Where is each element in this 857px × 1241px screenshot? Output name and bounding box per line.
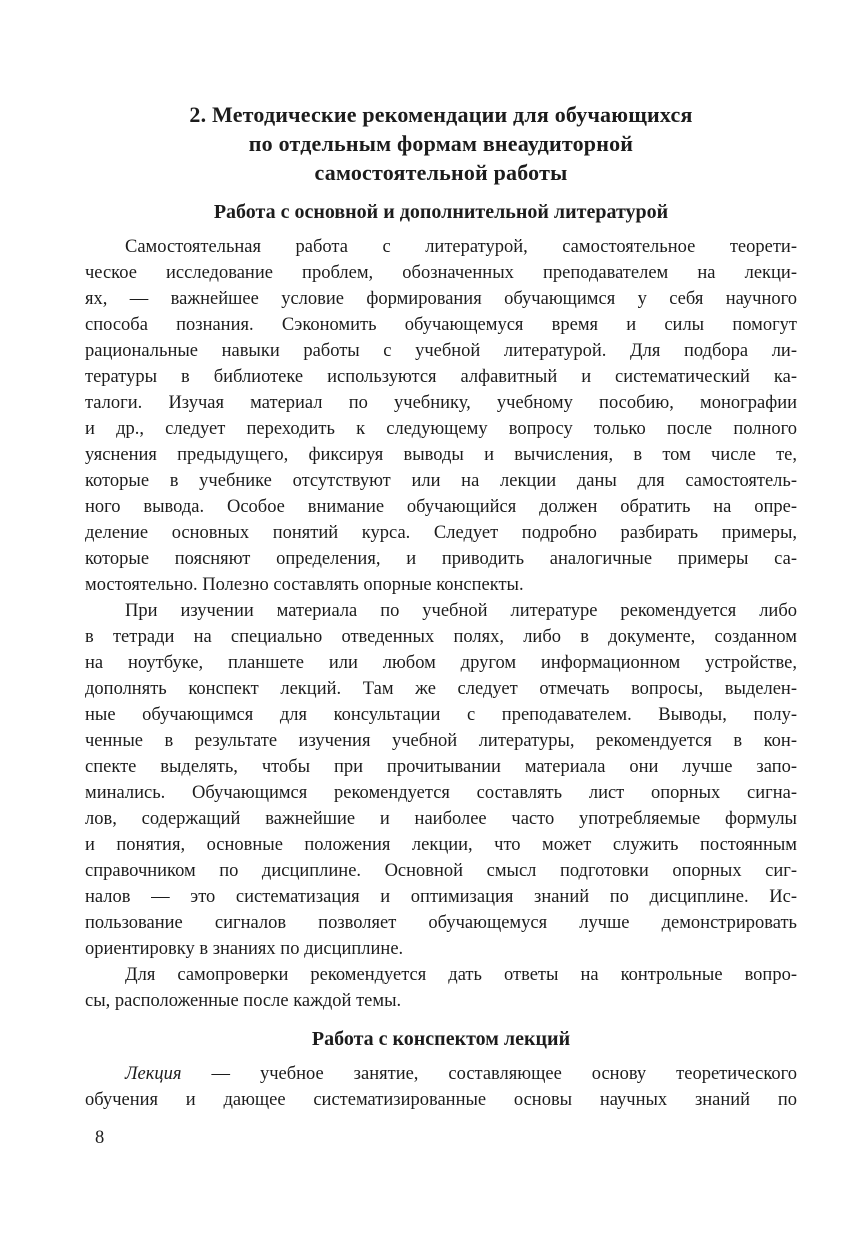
text-line: на ноутбуке, планшете или любом другом информационном устройстве, <box>85 653 797 673</box>
italic-term: Лекция <box>125 1064 182 1084</box>
document-body <box>85 201 797 1113</box>
section-heading: Работа с основной и дополнительной литературой <box>213 201 669 223</box>
text-line: ориентировку в знаниях по дисциплине. <box>85 939 404 959</box>
text-line: пользование сигналов позволяет обучающемуся лучше демонстрировать <box>85 913 797 933</box>
text-line: ях, — важнейшее условие формирования обучающимся у себя научного <box>85 289 797 309</box>
text-line <box>85 1061 797 1087</box>
text-line: ного вывода. Особое внимание обучающийся должен обратить на опре- <box>85 497 797 517</box>
text-line: способа познания. Сэкономить обучающемуся время и силы помогут <box>85 315 797 335</box>
title-line: 2. Методические рекомендации для обучающихся <box>189 102 693 127</box>
text-line: справочником по дисциплине. Основной смысл подготовки опорных сиг- <box>85 861 797 881</box>
text-line: ческое исследование проблем, обозначенных преподавателем на лекци- <box>85 263 797 283</box>
page-content <box>85 0 797 1113</box>
text-line: При изучении материала по учебной литературе рекомендуется либо <box>125 601 797 621</box>
paragraph <box>85 1061 797 1113</box>
text-line: минались. Обучающимся рекомендуется составлять лист опорных сигна- <box>85 783 797 803</box>
text-line: тературы в библиотеке используются алфавитный и систематический ка- <box>85 367 797 387</box>
chapter-title <box>85 100 797 187</box>
title-line: по отдельным формам внеаудиторной <box>248 131 634 156</box>
text-line: и др., следует переходить к следующему вопросу только после полного <box>85 419 797 439</box>
text-line: талоги. Изучая материал по учебнику, учебному пособию, монографии <box>85 393 797 413</box>
text-line: сы, расположенные после каждой темы. <box>85 991 402 1011</box>
paragraph <box>85 234 797 598</box>
text-line: ченные в результате изучения учебной литературы, рекомендуется в кон- <box>85 731 797 751</box>
text-line: которые поясняют определения, и приводить аналогичные примеры са- <box>85 549 797 569</box>
page-number: 8 <box>95 1128 105 1148</box>
title-line: самостоятельной работы <box>314 160 568 185</box>
section-heading: Работа с конспектом лекций <box>311 1028 571 1050</box>
paragraph <box>85 598 797 962</box>
text-line: обучения и дающее систематизированные основы научных знаний по <box>85 1090 797 1110</box>
text-line: и понятия, основные положения лекции, что может служить постоянным <box>85 835 797 855</box>
text-line: уяснения предыдущего, фиксируя выводы и вычисления, в том числе те, <box>85 445 797 465</box>
text-line: мостоятельно. Полезно составлять опорные конспекты. <box>85 575 524 595</box>
text-segment: — учебное занятие, составляющее основу теоретического <box>181 1064 797 1084</box>
text-line: Для самопроверки рекомендуется дать ответы на контрольные вопро- <box>125 965 797 985</box>
text-line: рациональные навыки работы с учебной литературой. Для подбора ли- <box>85 341 797 361</box>
text-line: в тетради на специально отведенных полях, либо в документе, созданном <box>85 627 797 647</box>
text-line: деление основных понятий курса. Следует подробно разбирать примеры, <box>85 523 797 543</box>
text-line: дополнять конспект лекций. Там же следует отмечать вопросы, выделен- <box>85 679 797 699</box>
text-line: Самостоятельная работа с литературой, самостоятельное теорети- <box>125 237 797 257</box>
text-line: ные обучающимся для консультации с преподавателем. Выводы, полу- <box>85 705 797 725</box>
paragraph <box>85 962 797 1014</box>
text-line: которые в учебнике отсутствуют или на лекции даны для самостоятель- <box>85 471 797 491</box>
text-line: налов — это систематизация и оптимизация знаний по дисциплине. Ис- <box>85 887 797 907</box>
text-line: лов, содержащий важнейшие и наиболее часто употребляемые формулы <box>85 809 797 829</box>
text-line: спекте выделять, чтобы при прочитывании материала они лучше запо- <box>85 757 797 777</box>
